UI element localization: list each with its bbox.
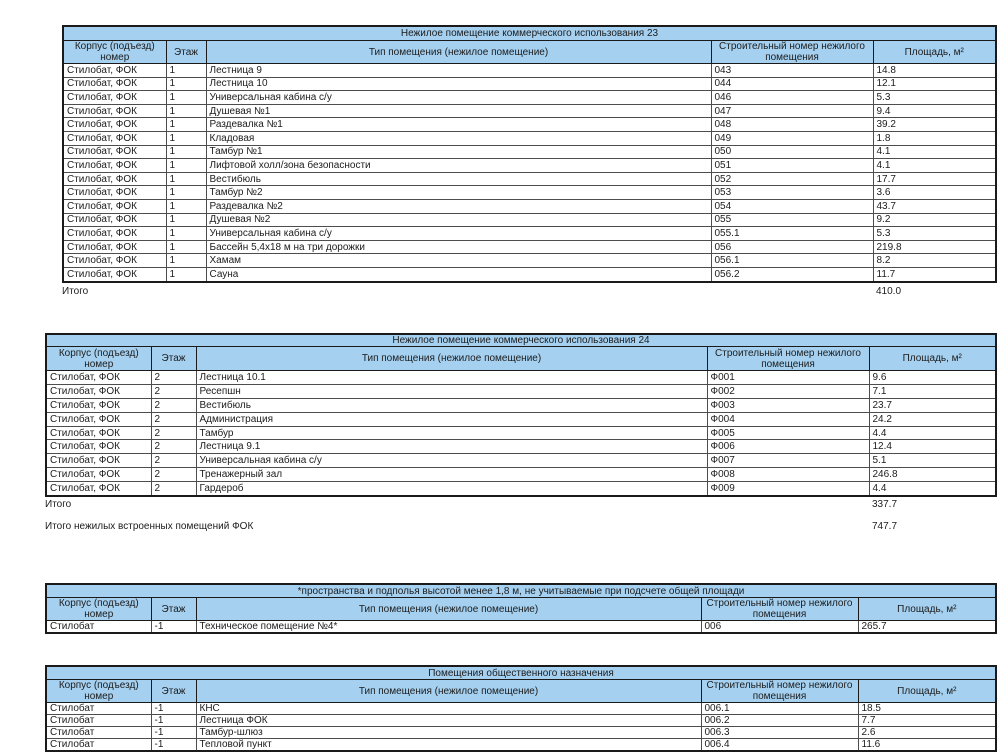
table-cell: 11.6 [858, 739, 996, 752]
col-header-construction-number: Строительный номер нежилого помещения [711, 41, 873, 64]
table-cell: 1 [166, 118, 206, 132]
table-header-row [46, 598, 996, 621]
table-cell: 5.1 [869, 454, 996, 468]
col-header-floor: Этаж [151, 598, 196, 621]
table-cell: -1 [151, 703, 196, 715]
table-cell: 056.2 [711, 267, 873, 281]
table-cell: 1 [166, 77, 206, 91]
table-row [46, 384, 996, 398]
table-cell: Администрация [196, 412, 707, 426]
table-row [63, 91, 996, 105]
table-cell: Стилобат [46, 715, 151, 727]
table-row [63, 186, 996, 200]
table-cell: Душевая №2 [206, 213, 711, 227]
table-title: Помещения общественного назначения [46, 666, 996, 680]
table-row [46, 412, 996, 426]
table-row [46, 440, 996, 454]
table-cell: Бассейн 5,4x18 м на три дорожки [206, 240, 711, 254]
table-cell: Хамам [206, 254, 711, 268]
table-cell: 2 [151, 468, 196, 482]
table-row [46, 739, 996, 752]
table-cell: Стилобат, ФОК [63, 64, 166, 78]
table-cell: 265.7 [858, 621, 996, 634]
table-cell: -1 [151, 715, 196, 727]
table-cell: 1 [166, 213, 206, 227]
table-row [63, 227, 996, 241]
table-title-row [46, 666, 996, 680]
table-cell: Тамбур [196, 426, 707, 440]
table-cell: Стилобат [46, 739, 151, 752]
table-cell: 9.4 [873, 104, 996, 118]
table-public-purpose [45, 665, 997, 752]
table-cell: 39.2 [873, 118, 996, 132]
table-row [63, 145, 996, 159]
table-cell: 14.8 [873, 64, 996, 78]
table-cell: Гардероб [196, 482, 707, 496]
table-cell: 047 [711, 104, 873, 118]
table-row [46, 727, 996, 739]
table-cell: 1 [166, 227, 206, 241]
table-cell: Стилобат, ФОК [46, 371, 151, 385]
table-cell: 054 [711, 199, 873, 213]
table-cell: 1 [166, 91, 206, 105]
table-cell: Душевая №1 [206, 104, 711, 118]
col-header-construction-number: Строительный номер нежилого помещения [701, 680, 858, 703]
table-row [63, 118, 996, 132]
table-cell: Раздевалка №1 [206, 118, 711, 132]
table-cell: 1 [166, 159, 206, 173]
table-cell: Тамбур №1 [206, 145, 711, 159]
table-cell: -1 [151, 621, 196, 634]
table-cell: Ресепшн [196, 384, 707, 398]
table-cell: Ф006 [707, 440, 869, 454]
table-cell: Ф008 [707, 468, 869, 482]
table2-grand-total-label: Итого нежилых встроенных помещений ФОК [45, 521, 254, 532]
table-cell: 18.5 [858, 703, 996, 715]
table1-total-value: 410.0 [876, 286, 902, 297]
col-header-building: Корпус (подъезд) номер [63, 41, 166, 64]
table-cell: -1 [151, 739, 196, 752]
table-row [63, 254, 996, 268]
table-cell: 006.2 [701, 715, 858, 727]
table-cell: Ф004 [707, 412, 869, 426]
table2-grand-total-value: 747.7 [872, 521, 898, 532]
table-cell: 052 [711, 172, 873, 186]
col-header-room-type: Тип помещения (нежилое помещение) [196, 598, 701, 621]
table-cell: Тренажерный зал [196, 468, 707, 482]
table-cell: 2 [151, 398, 196, 412]
table-cell: 5.3 [873, 227, 996, 241]
table-cell: Стилобат, ФОК [63, 145, 166, 159]
table-cell: 1 [166, 240, 206, 254]
table-cell: 1 [166, 64, 206, 78]
table-header-row [46, 347, 996, 371]
table-row [63, 77, 996, 91]
table-cell: 2.6 [858, 727, 996, 739]
table-row [63, 104, 996, 118]
table-cell: 055 [711, 213, 873, 227]
table-cell: Тамбур №2 [206, 186, 711, 200]
table-cell: 2 [151, 371, 196, 385]
table-cell: 1 [166, 267, 206, 281]
table-row [63, 240, 996, 254]
table-cell: 1 [166, 145, 206, 159]
table-cell: Ф003 [707, 398, 869, 412]
table-cell: 12.1 [873, 77, 996, 91]
table-cell: Стилобат, ФОК [46, 440, 151, 454]
table-cell: Стилобат, ФОК [63, 267, 166, 281]
table2-total-label: Итого [45, 499, 72, 510]
table-cell: Ф007 [707, 454, 869, 468]
table-cell: 1 [166, 199, 206, 213]
table-title-row [46, 334, 996, 347]
col-header-room-type: Тип помещения (нежилое помещение) [196, 347, 707, 371]
col-header-floor: Этаж [166, 41, 206, 64]
table-cell: 5.3 [873, 91, 996, 105]
table-cell: 2 [151, 412, 196, 426]
table1-total-label: Итого [62, 286, 89, 297]
table-cell: 053 [711, 186, 873, 200]
table-cell: 4.4 [869, 426, 996, 440]
col-header-building: Корпус (подъезд) номер [46, 347, 151, 371]
table-row [46, 703, 996, 715]
table-cell: 1 [166, 131, 206, 145]
table-cell: 2 [151, 384, 196, 398]
table-cell: 1 [166, 254, 206, 268]
table-cell: 1.8 [873, 131, 996, 145]
table-cell: Вестибюль [196, 398, 707, 412]
table-cell: 1 [166, 104, 206, 118]
col-header-area: Площадь, м² [869, 347, 996, 371]
table-cell: Универсальная кабина с/у [206, 91, 711, 105]
table-cell: 055.1 [711, 227, 873, 241]
table-row [46, 468, 996, 482]
table-row [46, 482, 996, 496]
table-title: *пространства и подполья высотой менее 1,8 м, не учитываемые при подсчете общей площади [46, 584, 996, 598]
col-header-building: Корпус (подъезд) номер [46, 598, 151, 621]
table-cell: Лестница 10.1 [196, 371, 707, 385]
table-cell: 2 [151, 440, 196, 454]
table-cell: Стилобат, ФОК [46, 482, 151, 496]
table-cell: Сауна [206, 267, 711, 281]
col-header-area: Площадь, м² [858, 598, 996, 621]
table-cell: 7.7 [858, 715, 996, 727]
table-cell: 006.1 [701, 703, 858, 715]
table-row [63, 131, 996, 145]
table-row [63, 213, 996, 227]
table-cell: 046 [711, 91, 873, 105]
col-header-floor: Этаж [151, 347, 196, 371]
table-cell: 049 [711, 131, 873, 145]
table-cell: Стилобат, ФОК [63, 254, 166, 268]
table-cell: 246.8 [869, 468, 996, 482]
table-header-row [46, 680, 996, 703]
table-cell: Стилобат, ФОК [46, 412, 151, 426]
col-header-building: Корпус (подъезд) номер [46, 680, 151, 703]
table-cell: Стилобат, ФОК [46, 426, 151, 440]
table-cell: 006.4 [701, 739, 858, 752]
table-cell: Стилобат, ФОК [63, 131, 166, 145]
table-cell: 2 [151, 454, 196, 468]
table-cell: 4.1 [873, 159, 996, 173]
table-cell: 2 [151, 482, 196, 496]
table-cell: 2 [151, 426, 196, 440]
table-cell: 048 [711, 118, 873, 132]
table-cell: Стилобат, ФОК [63, 104, 166, 118]
table-cell: 11.7 [873, 267, 996, 281]
table-cell: Стилобат [46, 727, 151, 739]
table-cell: Лестница ФОК [196, 715, 701, 727]
table-cell: Стилобат, ФОК [46, 398, 151, 412]
col-header-room-type: Тип помещения (нежилое помещение) [196, 680, 701, 703]
table-row [63, 172, 996, 186]
table-title-row [63, 26, 996, 41]
table-cell: Лифтовой холл/зона безопасности [206, 159, 711, 173]
table-title: Нежилое помещение коммерческого использования 23 [63, 26, 996, 41]
table-cell: Стилобат [46, 621, 151, 634]
table-cell: Стилобат, ФОК [46, 454, 151, 468]
table-cell: 051 [711, 159, 873, 173]
table-cell: 8.2 [873, 254, 996, 268]
table-cell: 3.6 [873, 186, 996, 200]
col-header-area: Площадь, м² [858, 680, 996, 703]
table-cell: 17.7 [873, 172, 996, 186]
table2-total-value: 337.7 [872, 499, 898, 510]
table-cell: 056 [711, 240, 873, 254]
table-cell: 050 [711, 145, 873, 159]
table-row [46, 454, 996, 468]
table-cell: Кладовая [206, 131, 711, 145]
table-cell: 9.2 [873, 213, 996, 227]
table-cell: Тамбур-шлюз [196, 727, 701, 739]
table-cell: Ф009 [707, 482, 869, 496]
table-cell: 24.2 [869, 412, 996, 426]
table-cell: Стилобат, ФОК [63, 199, 166, 213]
table-cell: КНС [196, 703, 701, 715]
table-cell: Универсальная кабина с/у [196, 454, 707, 468]
table-title-row [46, 584, 996, 598]
table-cell: 043 [711, 64, 873, 78]
table-cell: 4.1 [873, 145, 996, 159]
table-cell: 044 [711, 77, 873, 91]
table-row [63, 199, 996, 213]
table-cell: Лестница 9.1 [196, 440, 707, 454]
table-cell: Стилобат, ФОК [63, 77, 166, 91]
table-cell: Стилобат, ФОК [63, 227, 166, 241]
table-cell: Стилобат [46, 703, 151, 715]
table-cell: 006.3 [701, 727, 858, 739]
table-row [46, 371, 996, 385]
table-cell: 43.7 [873, 199, 996, 213]
table-cell: 219.8 [873, 240, 996, 254]
table-cell: Ф005 [707, 426, 869, 440]
table-cell: Стилобат, ФОК [63, 159, 166, 173]
table-cell: 056.1 [711, 254, 873, 268]
table-row [63, 64, 996, 78]
table-cell: Лестница 9 [206, 64, 711, 78]
col-header-construction-number: Строительный номер нежилого помещения [707, 347, 869, 371]
table-row [46, 715, 996, 727]
table-cell: Стилобат, ФОК [63, 118, 166, 132]
table-row [46, 621, 996, 634]
table-low-height-spaces [45, 583, 997, 634]
table-cell: Стилобат, ФОК [46, 468, 151, 482]
table-cell: 12.4 [869, 440, 996, 454]
table-cell: Стилобат, ФОК [63, 213, 166, 227]
table-title: Нежилое помещение коммерческого использования 24 [46, 334, 996, 347]
table-cell: Стилобат, ФОК [63, 240, 166, 254]
table-header-row [63, 41, 996, 64]
table-row [46, 398, 996, 412]
table-commercial-use-24 [45, 333, 997, 497]
table-cell: Стилобат, ФОК [63, 91, 166, 105]
table-cell: Тепловой пункт [196, 739, 701, 752]
table-cell: 1 [166, 186, 206, 200]
table-cell: Стилобат, ФОК [46, 384, 151, 398]
table-cell: Универсальная кабина с/у [206, 227, 711, 241]
col-header-room-type: Тип помещения (нежилое помещение) [206, 41, 711, 64]
table-cell: Ф002 [707, 384, 869, 398]
table-cell: 7.1 [869, 384, 996, 398]
table-cell: Стилобат, ФОК [63, 172, 166, 186]
table-row [63, 159, 996, 173]
col-header-construction-number: Строительный номер нежилого помещения [701, 598, 858, 621]
table-cell: 1 [166, 172, 206, 186]
table-cell: Лестница 10 [206, 77, 711, 91]
table-cell: -1 [151, 727, 196, 739]
table-cell: 9.6 [869, 371, 996, 385]
table-cell: Стилобат, ФОК [63, 186, 166, 200]
col-header-floor: Этаж [151, 680, 196, 703]
col-header-area: Площадь, м² [873, 41, 996, 64]
table-row [46, 426, 996, 440]
table-cell: 4.4 [869, 482, 996, 496]
table-cell: Раздевалка №2 [206, 199, 711, 213]
table-cell: Вестибюль [206, 172, 711, 186]
table-commercial-use-23 [62, 25, 997, 283]
table-cell: 23.7 [869, 398, 996, 412]
table-cell: 006 [701, 621, 858, 634]
table-cell: Техническое помещение №4* [196, 621, 701, 634]
table-cell: Ф001 [707, 371, 869, 385]
table-row [63, 267, 996, 281]
